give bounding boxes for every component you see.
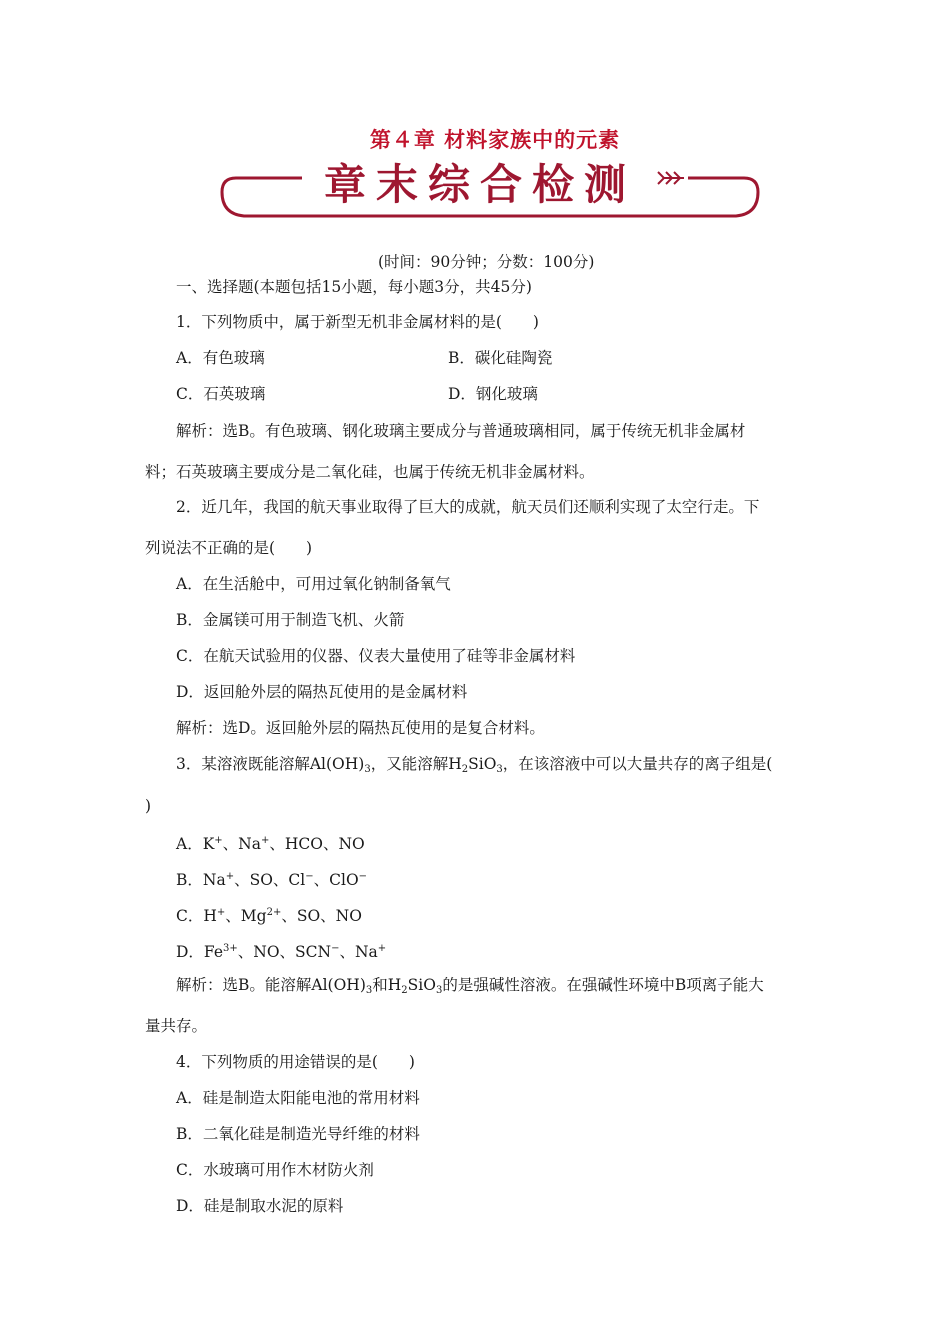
chapter-title: 第４章 材料家族中的元素 (369, 128, 621, 152)
q2-option-b: B．金属镁可用于制造飞机、火箭 (176, 611, 405, 629)
q3-analysis-line-1 (176, 975, 764, 1001)
q1-analysis-line-1: 解析：选B。有色玻璃、钢化玻璃主要成分与普通玻璃相同，属于传统无机非金属材 (176, 422, 746, 440)
q3-stem-line-2: ) (145, 797, 152, 815)
q3-analysis-line-2: 量共存。 (145, 1017, 208, 1035)
q3-option-d (176, 939, 386, 962)
q3-stem-text: SiO (468, 755, 497, 773)
option-text: 、NO、SCN (237, 943, 332, 961)
q2-option-a: A．在生活舱中，可用过氧化钠制备氧气 (176, 575, 451, 593)
superscript: − (331, 943, 340, 954)
q3-stem-text: ，又能溶解H (370, 755, 462, 773)
q1-stem: 1．下列物质中，属于新型无机非金属材料的是( ) (176, 313, 539, 331)
q1-option-a: A．有色玻璃 (176, 349, 265, 367)
q1-option-d: D．钢化玻璃 (448, 385, 538, 403)
superscript: − (305, 871, 314, 882)
q2-option-d: D．返回舱外层的隔热瓦使用的是金属材料 (176, 683, 468, 701)
superscript: 2+ (266, 907, 282, 918)
superscript: + (214, 835, 223, 846)
superscript: 3+ (223, 943, 238, 954)
option-text: B．Na (176, 871, 226, 889)
banner-title: 章末综合检测 (323, 160, 636, 209)
time-info: (时间：90分钟；分数：100分) (378, 253, 595, 271)
superscript: + (260, 835, 270, 846)
analysis-text: 的是强碱性溶液。在强碱性环境中B项离子能大 (442, 976, 764, 994)
option-text: 、SO、Cl (234, 871, 306, 889)
q4-option-c: C．水玻璃可用作木材防火剂 (176, 1161, 374, 1179)
option-text: A．K (176, 835, 215, 853)
superscript: − (358, 871, 368, 882)
option-text: D．Fe (176, 943, 224, 961)
q2-stem-line-1: 2．近几年，我国的航天事业取得了巨大的成就，航天员们还顺利实现了太空行走。下 (176, 498, 760, 516)
analysis-text: SiO (407, 976, 436, 994)
option-text: 、ClO (313, 871, 359, 889)
q1-analysis-line-2: 料；石英玻璃主要成分是二氧化硅，也属于传统无机非金属材料。 (145, 463, 595, 481)
analysis-text: 解析：选B。能溶解Al(OH) (176, 976, 366, 994)
subscript: 3 (365, 985, 373, 996)
q1-option-c: C．石英玻璃 (176, 385, 266, 403)
q4-option-d: D．硅是制取水泥的原料 (176, 1197, 344, 1215)
subscript: 2 (461, 764, 469, 775)
subscript: 2 (401, 985, 408, 996)
subscript: 3 (496, 764, 503, 775)
subscript: 3 (435, 985, 443, 996)
q3-stem-text: 3．某溶液既能溶解Al(OH) (176, 755, 365, 773)
q3-option-c (176, 903, 362, 926)
q2-option-c: C．在航天试验用的仪器、仪表大量使用了硅等非金属材料 (176, 647, 576, 665)
section-heading: 一、选择题(本题包括15小题，每小题3分，共45分) (176, 278, 532, 296)
q2-analysis: 解析：选D。返回舱外层的隔热瓦使用的是复合材料。 (176, 719, 545, 737)
option-text: 、Na (339, 943, 378, 961)
superscript: + (225, 871, 235, 882)
superscript: + (216, 907, 226, 918)
option-text: 、Na (222, 835, 261, 853)
q3-stem-text: ，在该溶液中可以大量共存的离子组是( (502, 755, 773, 773)
title-banner (218, 148, 762, 222)
option-text: C．H (176, 907, 217, 925)
superscript: + (377, 943, 387, 954)
option-text: 、HCO、NO (269, 835, 365, 853)
q4-option-b: B．二氧化硅是制造光导纤维的材料 (176, 1125, 420, 1143)
subscript: 3 (364, 764, 371, 775)
q2-stem-line-2: 列说法不正确的是( ) (145, 539, 313, 557)
q4-stem: 4．下列物质的用途错误的是( ) (176, 1053, 415, 1071)
q3-option-a (176, 831, 365, 854)
option-text: 、Mg (225, 907, 267, 925)
option-text: 、SO、NO (281, 907, 362, 925)
q4-option-a: A．硅是制造太阳能电池的常用材料 (176, 1089, 420, 1107)
q1-option-b: B．碳化硅陶瓷 (448, 349, 553, 367)
analysis-text: 和H (372, 976, 402, 994)
q3-stem-line-1 (176, 754, 772, 780)
q3-option-b (176, 867, 367, 890)
